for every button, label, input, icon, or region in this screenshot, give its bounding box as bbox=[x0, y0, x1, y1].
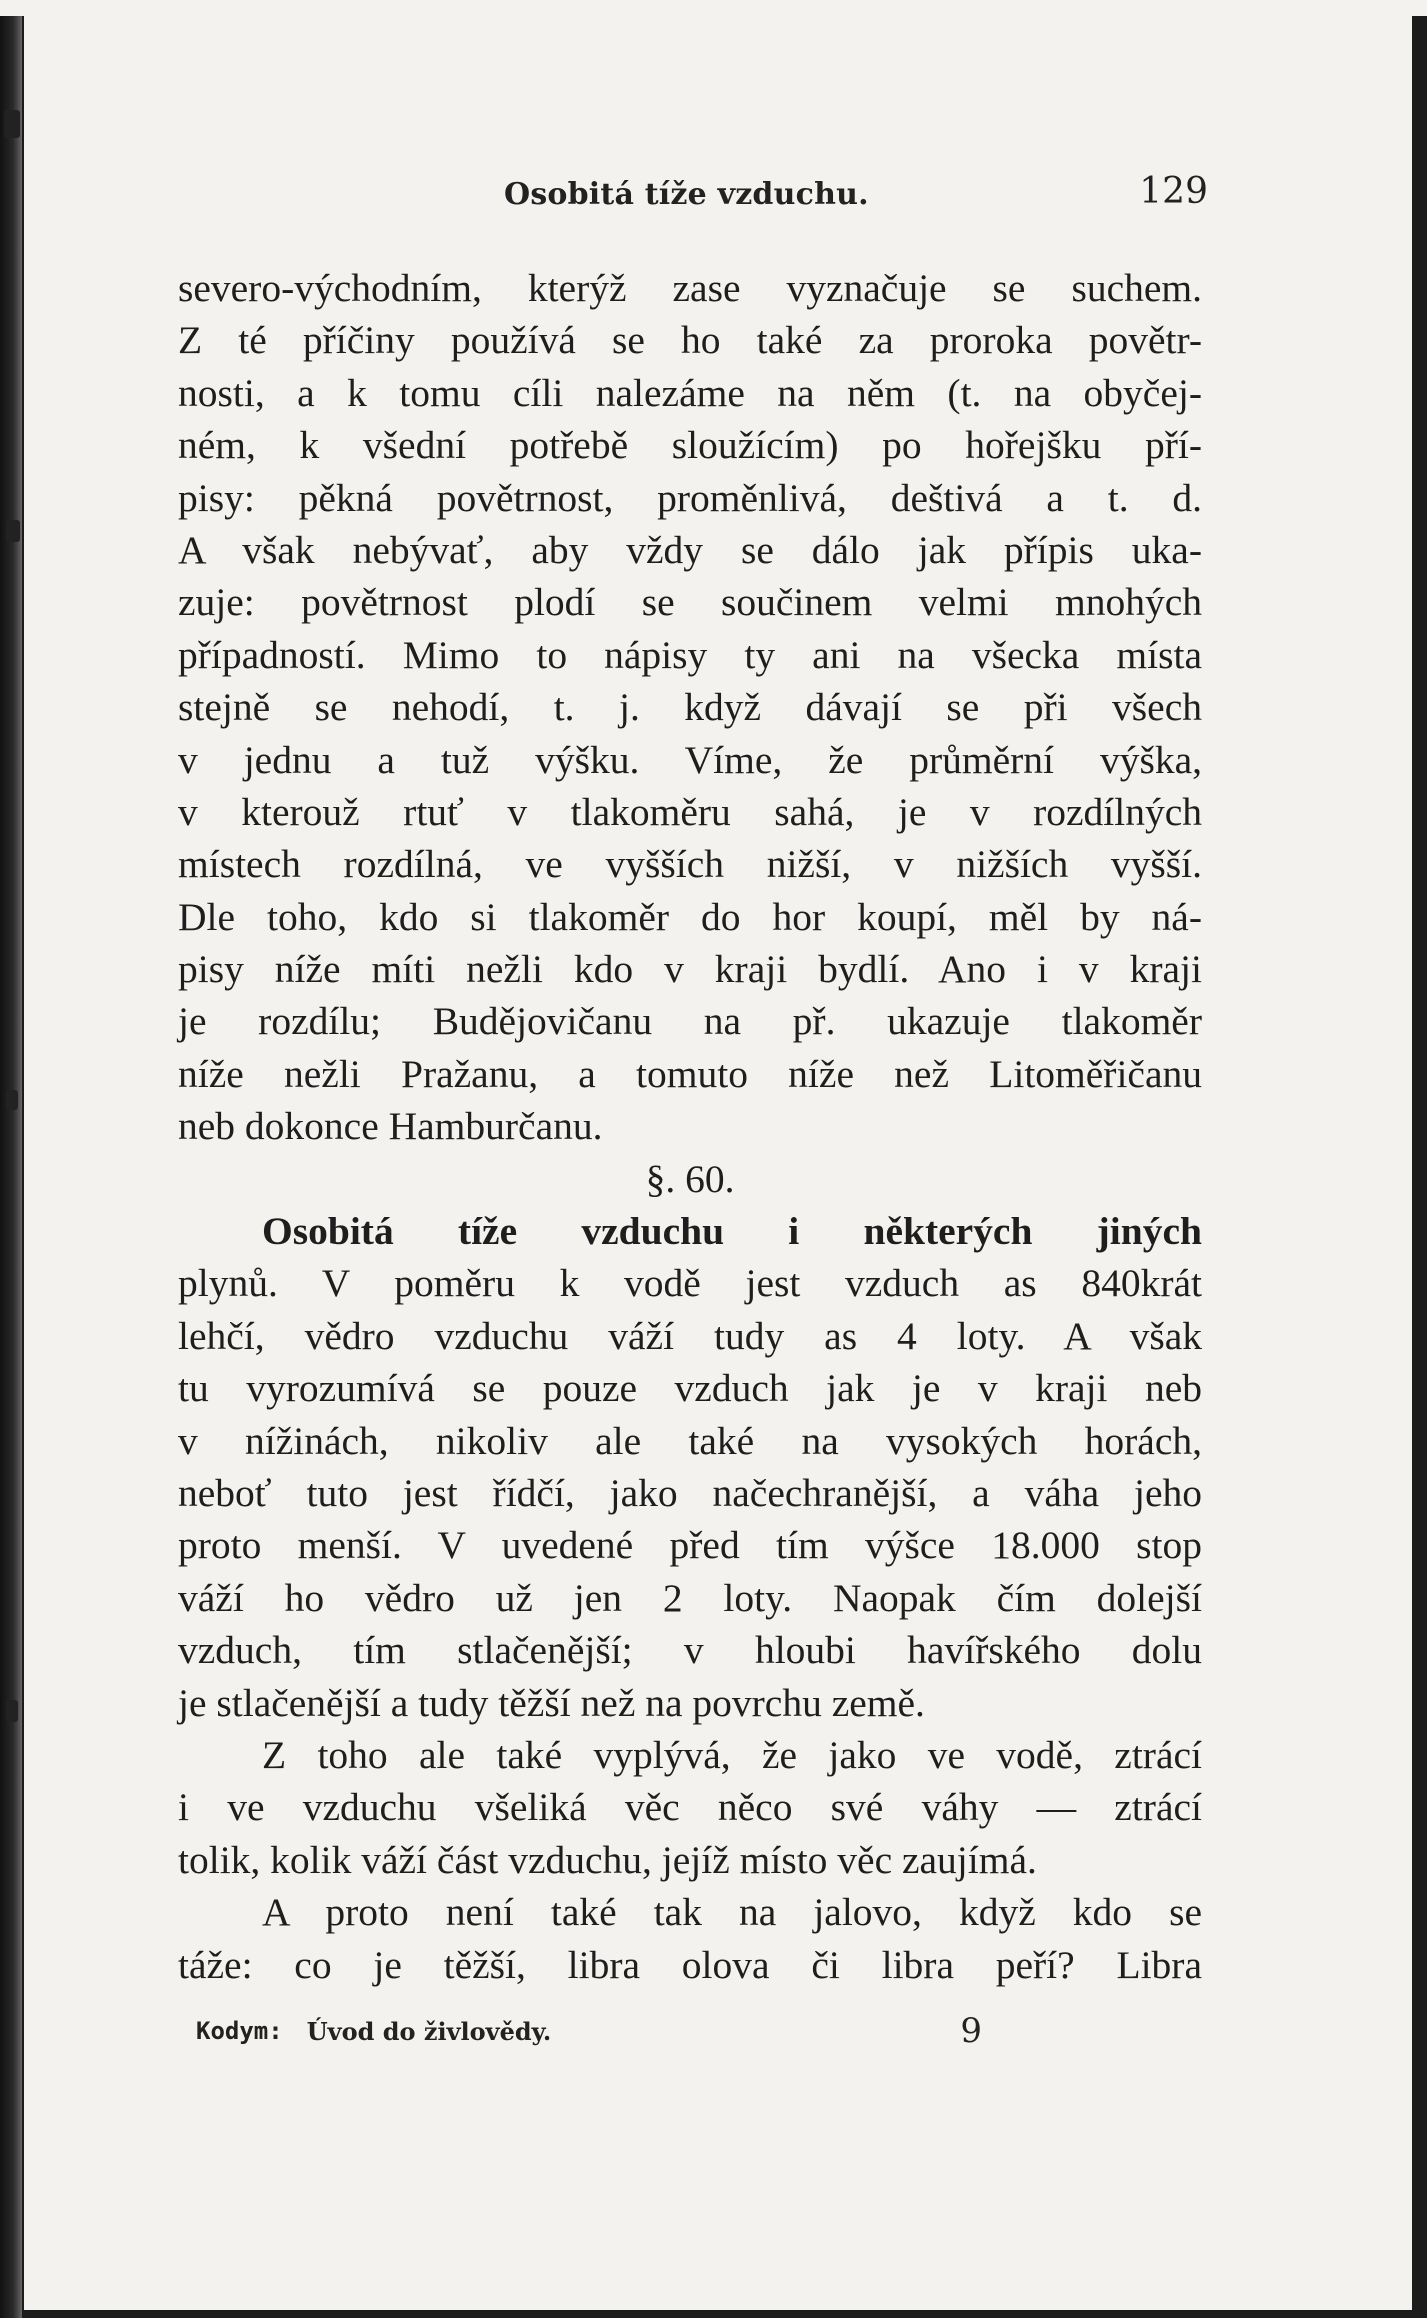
text-line: tu vyrozumívá se pouze vzduch jak je v kraji neb bbox=[178, 1366, 1202, 1411]
binding-mark bbox=[4, 110, 20, 138]
text-line: neboť tuto jest řídčí, jako načechranější, a váha jeho bbox=[178, 1470, 1202, 1515]
signature-title: Úvod do živlovědy. bbox=[306, 2016, 552, 2046]
text-line: táže: co je těžší, libra olova či libra peří? Libra bbox=[178, 1942, 1202, 1987]
running-head: Osobitá tíže vzduchu. bbox=[504, 177, 869, 212]
text-line: ném, k všední potřebě sloužícím) po hořejšku pří- bbox=[178, 423, 1202, 468]
text-line: v kterouž rtuť v tlakoměru sahá, je v rozdílných bbox=[178, 789, 1202, 834]
text-line: pisy níže míti nežli kdo v kraji bydlí. Ano i v kraji bbox=[178, 947, 1202, 992]
text-line: v nížinách, nikoliv ale také na vysokých horách, bbox=[178, 1418, 1202, 1463]
text-line: pisy: pěkná povětrnost, proměnlivá, deštivá a t. d. bbox=[178, 475, 1202, 520]
signature-number: 9 bbox=[960, 2011, 982, 2051]
text-line: nosti, a k tomu cíli nalezáme na něm (t. na obyčej- bbox=[178, 370, 1202, 415]
text-line: Z té příčiny používá se ho také za proroka povětr- bbox=[178, 318, 1202, 363]
text-line: je rozdílu; Budějovičanu na př. ukazuje tlakoměr bbox=[178, 999, 1202, 1044]
signature-author: Kodym: bbox=[196, 2017, 283, 2045]
page-body bbox=[178, 262, 1202, 1991]
text-line: A proto není také tak na jalovo, když kdo se bbox=[262, 1890, 1202, 1935]
text-line: je stlačenější a tudy těžší než na povrchu země. bbox=[178, 1680, 925, 1725]
text-line: Z toho ale také vyplývá, že jako ve vodě, ztrácí bbox=[262, 1732, 1202, 1777]
binding-mark bbox=[6, 520, 20, 542]
text-line: níže nežli Pražanu, a tomuto níže než Litoměřičanu bbox=[178, 1051, 1202, 1096]
text-line: stejně se nehodí, t. j. když dávají se při všech bbox=[178, 685, 1202, 730]
text-line: severo-východním, kterýž zase vyznačuje se suchem. bbox=[178, 266, 1202, 310]
text-line: plynů. V poměru k vodě jest vzduch as 840krát bbox=[178, 1261, 1202, 1306]
text-line: lehčí, vědro vzduchu váží tudy as 4 loty. A však bbox=[178, 1313, 1202, 1358]
text-line: A však nebývať, aby vždy se dálo jak přípis uka- bbox=[178, 527, 1202, 572]
page-top-edge bbox=[0, 0, 1427, 16]
section-number: §. 60. bbox=[645, 1156, 735, 1201]
text-line: zuje: povětrnost plodí se součinem velmi mnohých bbox=[178, 580, 1202, 625]
text-line: váží ho vědro už jen 2 loty. Naopak čím dolejší bbox=[178, 1575, 1202, 1620]
scan-edge bbox=[0, 0, 22, 2318]
page-header bbox=[148, 152, 1208, 212]
text-line: Dle toho, kdo si tlakoměr do hor koupí, měl by ná- bbox=[178, 894, 1202, 939]
binding-mark bbox=[6, 1700, 18, 1722]
text-line: i ve vzduchu všeliká věc něco své váhy — ztrácí bbox=[178, 1785, 1202, 1830]
text-line: vzduch, tím stlačenější; v hloubi havířského dolu bbox=[178, 1628, 1202, 1673]
page-footer bbox=[196, 2006, 996, 2056]
text-line: neb dokonce Hamburčanu. bbox=[178, 1104, 603, 1149]
text-line: v jednu a tuž výšku. Víme, že průměrní výška, bbox=[178, 737, 1202, 782]
text-line: tolik, kolik váží část vzduchu, jejíž místo věc zaujímá. bbox=[178, 1837, 1037, 1882]
page-number: 129 bbox=[1139, 171, 1208, 212]
text-line: případností. Mimo to nápisy ty ani na všecka místa bbox=[178, 632, 1202, 677]
text-line: místech rozdílná, ve vyšších nižší, v nižších vyšší. bbox=[178, 842, 1202, 887]
binding-mark bbox=[6, 1090, 18, 1110]
text-line: proto menší. V uvedené před tím výšce 18.000 stop bbox=[178, 1523, 1202, 1568]
section-heading-line: Osobitá tíže vzduchu i některých jiných bbox=[262, 1209, 1202, 1254]
